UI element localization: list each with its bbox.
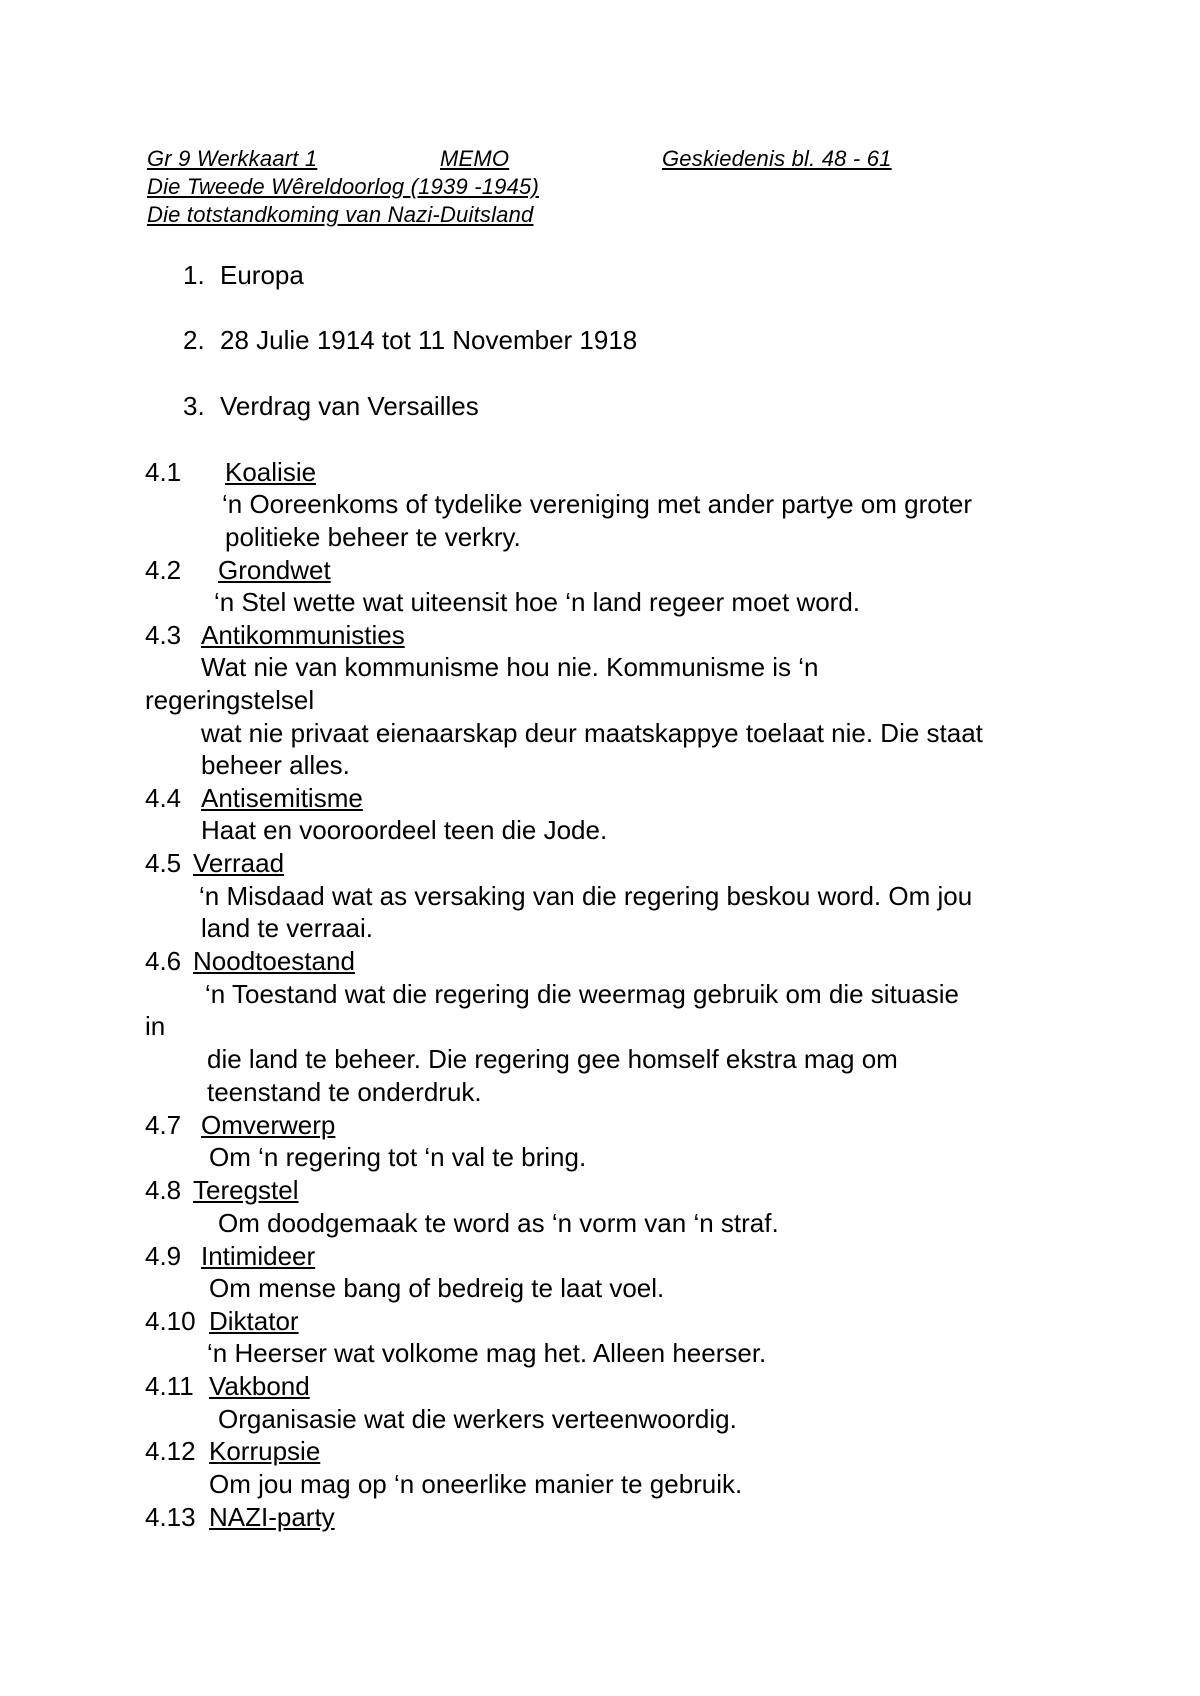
term-4-1-number: 4.1 bbox=[145, 457, 182, 487]
term-4-5-number: 4.5 bbox=[145, 848, 182, 878]
term-4-1-definition-line: politieke beheer te verkry. bbox=[225, 522, 521, 552]
answer-2-number: 2. bbox=[183, 325, 205, 355]
term-4-5-definition-line: land te verraai. bbox=[201, 913, 373, 943]
term-4-11-definition-line: Organisasie wat die werkers verteenwoordig. bbox=[218, 1404, 737, 1434]
term-4-8-definition-line: Om doodgemaak te word as ‘n vorm van ‘n straf. bbox=[218, 1208, 779, 1238]
answer-3-text: Verdrag van Versailles bbox=[220, 391, 479, 421]
term-4-6-definition-line: teenstand te onderdruk. bbox=[207, 1077, 482, 1107]
term-4-13-number: 4.13 bbox=[145, 1502, 196, 1532]
term-4-2-number: 4.2 bbox=[145, 555, 182, 585]
term-4-7-title: Omverwerp bbox=[201, 1110, 336, 1140]
term-4-6-number: 4.6 bbox=[145, 946, 182, 976]
term-4-6-definition-line: ‘n Toestand wat die regering die weermag gebruik om die situasie bbox=[205, 979, 959, 1009]
term-4-9-title: Intimideer bbox=[201, 1241, 316, 1271]
term-4-10-definition-line: ‘n Heerser wat volkome mag het. Alleen heerser. bbox=[207, 1338, 767, 1368]
term-4-3-number: 4.3 bbox=[145, 620, 182, 650]
answer-1-text: Europa bbox=[220, 260, 304, 290]
header-memo: MEMO bbox=[440, 146, 510, 171]
term-4-11-title: Vakbond bbox=[209, 1371, 310, 1401]
term-4-11-number: 4.11 bbox=[145, 1371, 194, 1401]
term-4-7-definition-line: Om ‘n regering tot ‘n val te bring. bbox=[209, 1142, 587, 1172]
term-4-3-definition-line: regeringstelsel bbox=[145, 685, 315, 715]
term-4-13-title: NAZI-party bbox=[209, 1502, 335, 1532]
term-4-8-title: Teregstel bbox=[193, 1175, 299, 1205]
term-4-9-definition-line: Om mense bang of bedreig te laat voel. bbox=[209, 1273, 665, 1303]
term-4-6-title: Noodtoestand bbox=[193, 946, 355, 976]
term-4-7-number: 4.7 bbox=[145, 1110, 182, 1140]
term-4-6-definition-line: die land te beheer. Die regering gee homself ekstra mag om bbox=[207, 1044, 898, 1074]
term-4-12-title: Korrupsie bbox=[209, 1436, 321, 1466]
term-4-10-number: 4.10 bbox=[145, 1306, 196, 1336]
answer-1-number: 1. bbox=[183, 260, 205, 290]
term-4-5-title: Verraad bbox=[193, 848, 285, 878]
term-4-6-definition-line: in bbox=[145, 1011, 166, 1041]
term-4-3-title: Antikommunisties bbox=[201, 620, 405, 650]
answer-3-number: 3. bbox=[183, 391, 205, 421]
term-4-5-definition-line: ‘n Misdaad wat as versaking van die regering beskou word. Om jou bbox=[199, 881, 973, 911]
term-4-1-title: Koalisie bbox=[225, 457, 317, 487]
term-4-3-definition-line: Wat nie van kommunisme hou nie. Kommunisme is ‘n bbox=[201, 652, 819, 682]
header-grade-worksheet: Gr 9 Werkkaart 1 bbox=[147, 146, 318, 171]
term-4-12-number: 4.12 bbox=[145, 1436, 196, 1466]
answer-2-text: 28 Julie 1914 tot 11 November 1918 bbox=[220, 325, 638, 355]
term-4-9-number: 4.9 bbox=[145, 1241, 182, 1271]
term-4-4-title: Antisemitisme bbox=[201, 783, 363, 813]
term-4-10-title: Diktator bbox=[209, 1306, 299, 1336]
term-4-8-number: 4.8 bbox=[145, 1175, 182, 1205]
header-subtopic: Die totstandkoming van Nazi-Duitsland bbox=[147, 202, 534, 227]
term-4-2-title: Grondwet bbox=[218, 555, 331, 585]
term-4-4-number: 4.4 bbox=[145, 783, 182, 813]
term-4-1-definition-line: ‘n Ooreenkoms of tydelike vereniging met ander partye om groter bbox=[222, 489, 973, 519]
term-4-2-definition-line: ‘n Stel wette wat uiteensit hoe ‘n land regeer moet word. bbox=[214, 587, 861, 617]
term-4-4-definition-line: Haat en vooroordeel teen die Jode. bbox=[201, 815, 608, 845]
term-4-3-definition-line: beheer alles. bbox=[201, 750, 350, 780]
header-subject-pages: Geskiedenis bl. 48 - 61 bbox=[662, 146, 892, 171]
term-4-12-definition-line: Om jou mag op ‘n oneerlike manier te gebruik. bbox=[209, 1469, 743, 1499]
term-4-3-definition-line: wat nie privaat eienaarskap deur maatskappye toelaat nie. Die staat bbox=[201, 718, 983, 748]
header-topic: Die Tweede Wêreldoorlog (1939 -1945) bbox=[147, 174, 539, 199]
